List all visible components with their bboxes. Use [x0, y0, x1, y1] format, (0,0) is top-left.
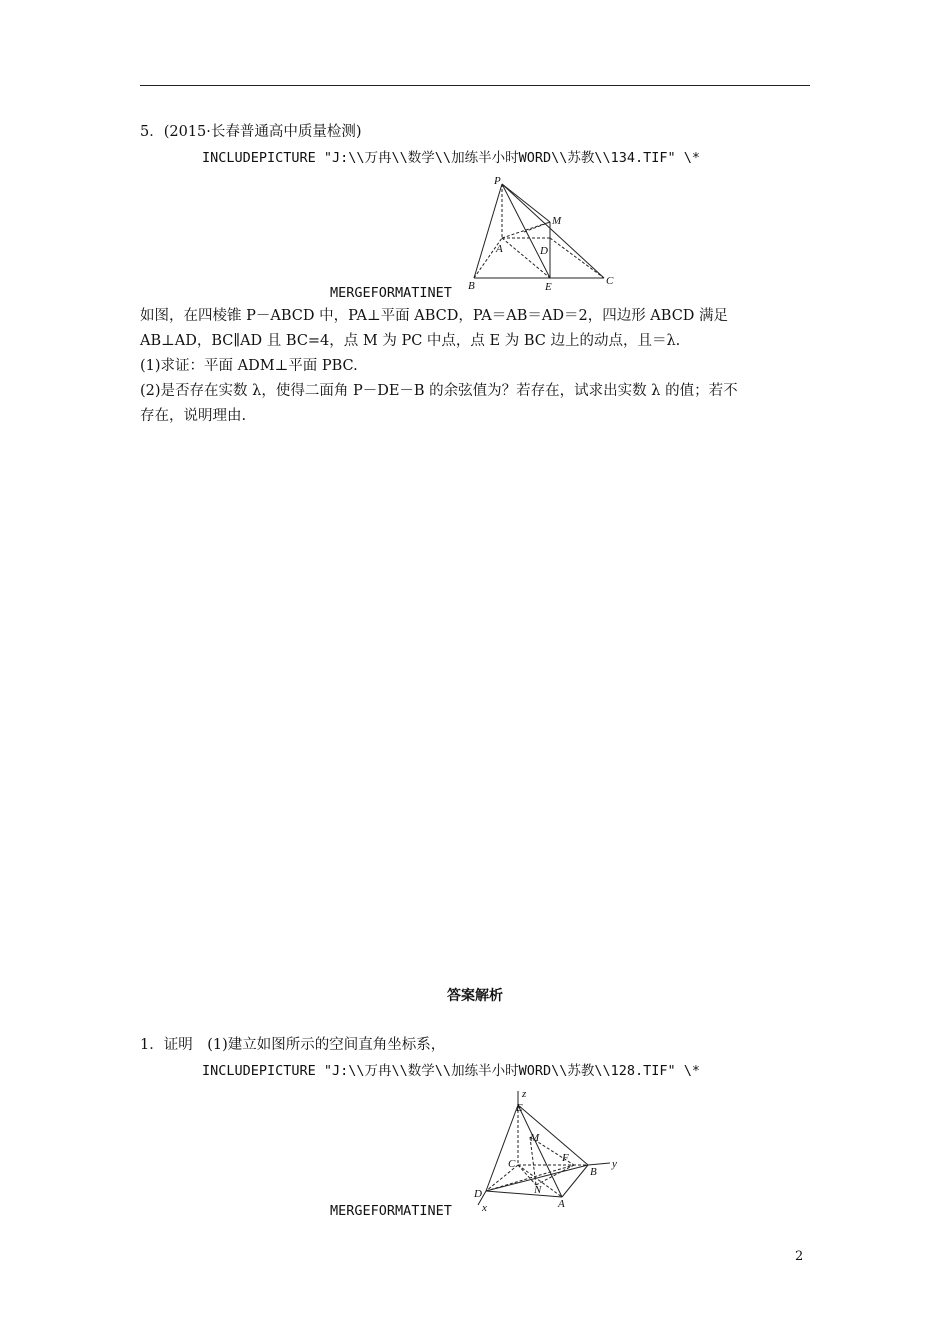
fig-label-e: E — [545, 281, 552, 293]
fig-label-p: P — [494, 175, 501, 187]
fig2-label-c: C — [508, 1158, 516, 1170]
fig-label-a: A — [496, 243, 503, 255]
fig2-label-b: B — [590, 1166, 597, 1178]
answer-item-1: 1．证明 (1)建立如图所示的空间直角坐标系， — [140, 1037, 446, 1053]
answer-include-picture-field: INCLUDEPICTURE "J:\\万冉\\数学\\加练半小时WORD\\苏教\\128.TIF" \* — [202, 1063, 700, 1079]
fig2-label-f: F — [562, 1152, 569, 1164]
fig2-label-z: z — [522, 1088, 527, 1100]
fig2-label-e: E — [516, 1102, 523, 1114]
header-rule — [140, 85, 810, 86]
problem-text-line1: 如图，在四棱锥 P－ABCD 中，PA⊥平面 ABCD，PA＝AB＝AD＝2，四边形 ABCD 满足 — [140, 308, 729, 324]
fig2-label-a: A — [558, 1198, 565, 1210]
fig2-label-m: M — [530, 1132, 540, 1144]
problem-heading: 5．(2015·长春普通高中质量检测) — [140, 124, 362, 140]
merge-format-field: MERGEFORMATINET — [330, 285, 452, 301]
fig2-label-y: y — [612, 1158, 617, 1170]
fig-label-c: C — [606, 275, 614, 287]
answer-merge-format-field: MERGEFORMATINET — [330, 1203, 452, 1219]
fig2-label-x: x — [482, 1202, 487, 1212]
question-2-line1: (2)是否存在实数 λ，使得二面角 P－DE－B 的余弦值为？若存在，试求出实数 λ 的值；若不 — [140, 383, 738, 399]
fig2-label-d: D — [474, 1188, 482, 1200]
answers-title: 答案解析 — [447, 988, 503, 1004]
question-2-line2: 存在，说明理由. — [140, 408, 247, 424]
coordinate-figure — [470, 1087, 630, 1212]
pyramid-figure — [466, 172, 626, 294]
fig-label-m: M — [552, 215, 562, 227]
include-picture-field: INCLUDEPICTURE "J:\\万冉\\数学\\加练半小时WORD\\苏教\\134.TIF" \* — [202, 150, 700, 166]
fig2-label-n: N — [534, 1184, 542, 1196]
question-1: (1)求证：平面 ADM⊥平面 PBC. — [140, 358, 358, 374]
problem-text-line2: AB⊥AD，BC∥AD 且 BC=4，点 M 为 PC 中点，点 E 为 BC 边上的动点，且＝λ. — [140, 333, 681, 349]
fig-label-b: B — [468, 280, 475, 292]
page-number: 2 — [795, 1249, 804, 1264]
fig-label-d: D — [540, 245, 548, 257]
